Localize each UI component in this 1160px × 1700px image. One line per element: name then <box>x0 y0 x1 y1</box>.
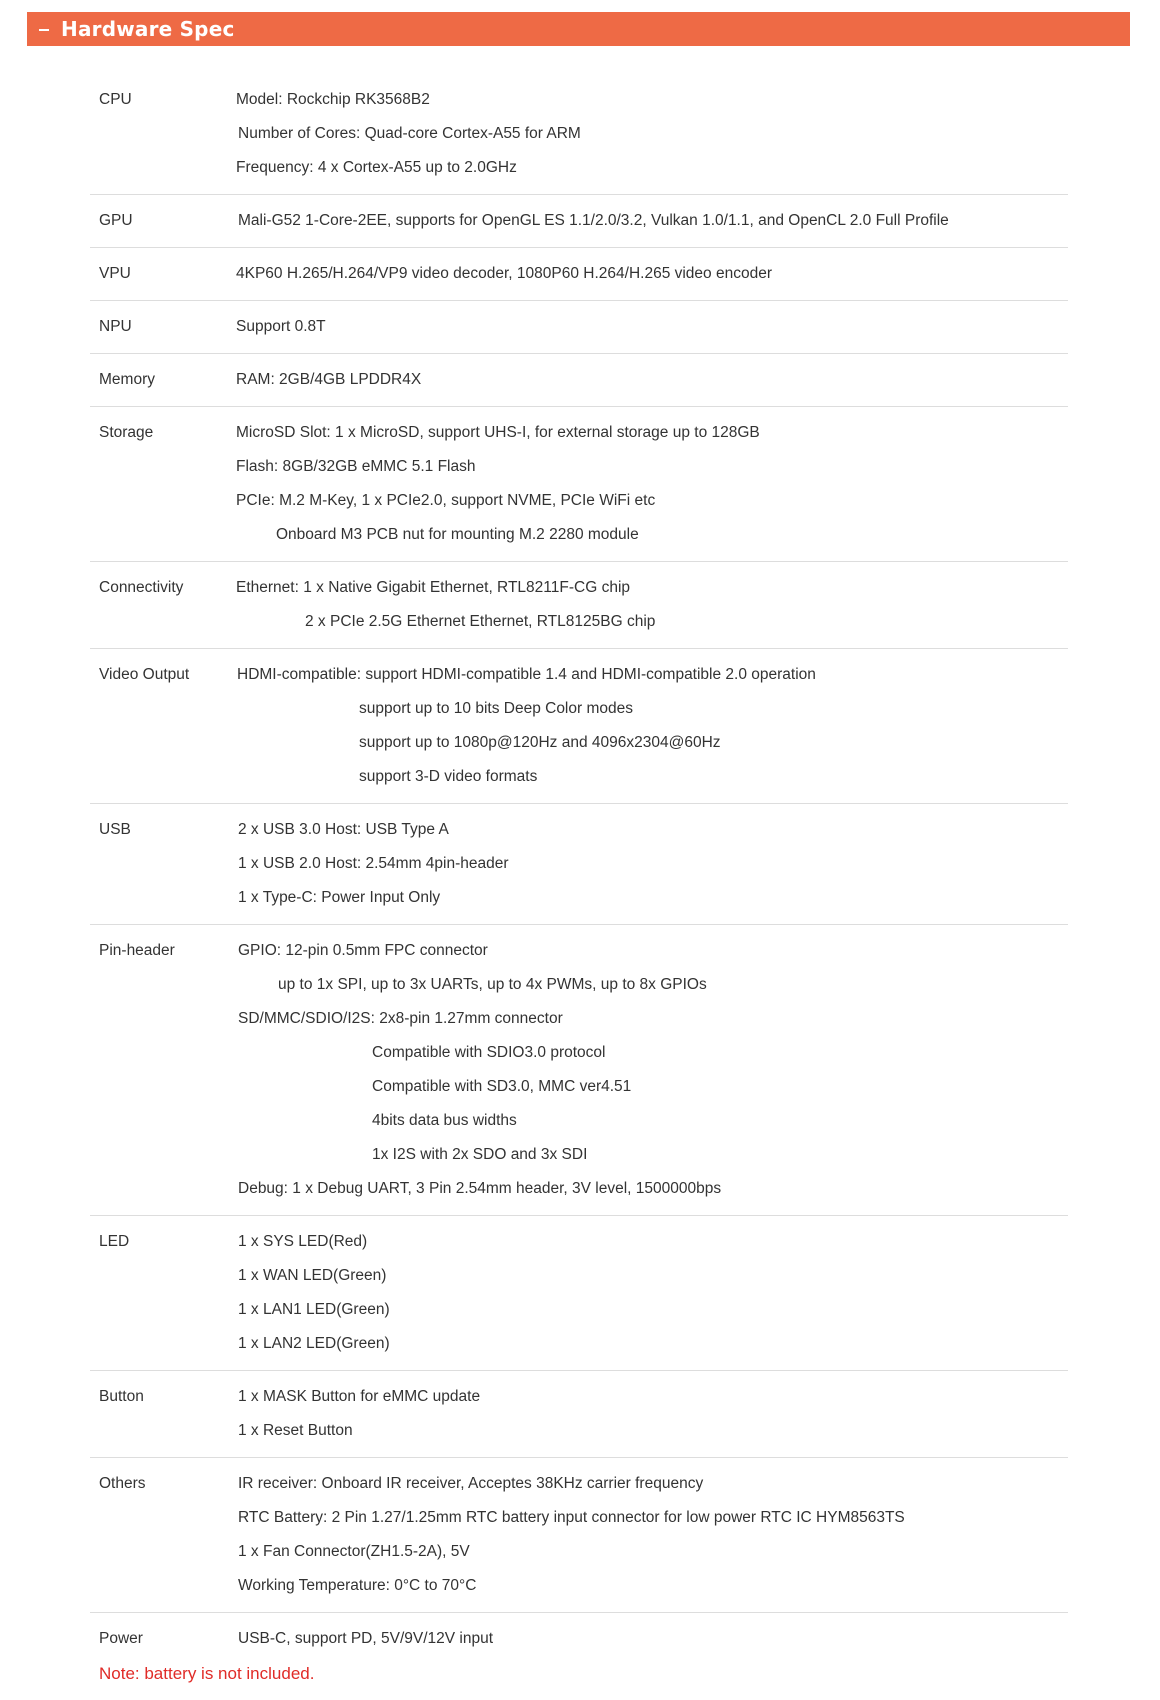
spec-value: Onboard M3 PCB nut for mounting M.2 2280 module <box>276 526 639 543</box>
spec-row-memory <box>90 354 1068 407</box>
spec-value: 1 x SYS LED(Red) <box>238 1233 368 1250</box>
spec-value: Model: Rockchip RK3568B2 <box>236 91 430 108</box>
spec-row-vpu <box>90 248 1068 301</box>
spec-value: 4KP60 H.265/H.264/VP9 video decoder, 1080P60 H.264/H.265 video encoder <box>236 265 772 282</box>
spec-value: Frequency: 4 x Cortex-A55 up to 2.0GHz <box>236 159 517 176</box>
spec-value: support 3-D video formats <box>359 768 538 785</box>
spec-label: Power <box>99 1630 143 1647</box>
spec-label: Pin-header <box>99 942 175 959</box>
spec-label: GPU <box>99 212 133 229</box>
spec-value: Working Temperature: 0°C to 70°C <box>238 1577 477 1594</box>
battery-note: Note: battery is not included. <box>99 1664 315 1683</box>
spec-value: support up to 10 bits Deep Color modes <box>359 700 633 717</box>
spec-label: Others <box>99 1475 146 1492</box>
spec-label: CPU <box>99 91 132 108</box>
spec-row-video-output <box>90 649 1068 804</box>
spec-row-gpu <box>90 195 1068 248</box>
spec-label: Video Output <box>99 666 190 683</box>
spec-label: VPU <box>99 265 131 282</box>
spec-value: Number of Cores: Quad-core Cortex-A55 for ARM <box>238 125 581 142</box>
spec-value: 1 x Reset Button <box>238 1422 353 1439</box>
spec-value: Compatible with SDIO3.0 protocol <box>372 1044 606 1061</box>
spec-row-led <box>90 1216 1068 1371</box>
spec-label: NPU <box>99 318 132 335</box>
spec-value: SD/MMC/SDIO/I2S: 2x8-pin 1.27mm connector <box>238 1010 563 1027</box>
spec-value: Ethernet: 1 x Native Gigabit Ethernet, RTL8211F-CG chip <box>236 579 631 596</box>
spec-row-cpu <box>90 74 1068 195</box>
spec-value: Flash: 8GB/32GB eMMC 5.1 Flash <box>236 458 476 475</box>
spec-value: HDMI-compatible: support HDMI-compatible 1.4 and HDMI-compatible 2.0 operation <box>237 666 816 683</box>
section-title: Hardware Spec <box>61 17 235 41</box>
spec-row-others <box>90 1458 1068 1613</box>
spec-value: 2 x PCIe 2.5G Ethernet Ethernet, RTL8125BG chip <box>305 613 656 630</box>
spec-value: 1x I2S with 2x SDO and 3x SDI <box>372 1146 588 1163</box>
spec-value: Support 0.8T <box>236 318 326 335</box>
spec-value: support up to 1080p@120Hz and 4096x2304@60Hz <box>359 734 721 751</box>
spec-value: PCIe: M.2 M-Key, 1 x PCIe2.0, support NVME, PCIe WiFi etc <box>236 492 656 509</box>
spec-value: 1 x LAN2 LED(Green) <box>238 1335 390 1352</box>
spec-value: up to 1x SPI, up to 3x UARTs, up to 4x PWMs, up to 8x GPIOs <box>278 976 707 993</box>
spec-value: RAM: 2GB/4GB LPDDR4X <box>236 371 422 388</box>
spec-value: 1 x MASK Button for eMMC update <box>238 1388 481 1405</box>
spec-label: Connectivity <box>99 579 184 596</box>
spec-row-pin-header <box>90 925 1068 1216</box>
spec-value: RTC Battery: 2 Pin 1.27/1.25mm RTC battery input connector for low power RTC IC HYM8563TS <box>238 1509 905 1526</box>
spec-label: Button <box>99 1388 144 1405</box>
spec-value: 1 x Type-C: Power Input Only <box>238 889 441 906</box>
spec-label: USB <box>99 821 131 838</box>
spec-label: Storage <box>99 424 154 441</box>
hardware-spec-header[interactable] <box>27 12 1130 46</box>
spec-row-connectivity <box>90 562 1068 649</box>
spec-value: MicroSD Slot: 1 x MicroSD, support UHS-I, for external storage up to 128GB <box>236 424 760 441</box>
spec-row-npu <box>90 301 1068 354</box>
spec-value: 1 x Fan Connector(ZH1.5-2A), 5V <box>238 1543 470 1560</box>
spec-row-power <box>90 1613 1068 1665</box>
spec-row-button <box>90 1371 1068 1458</box>
spec-row-storage <box>90 407 1068 562</box>
spec-value: USB-C, support PD, 5V/9V/12V input <box>238 1630 494 1647</box>
spec-value: Compatible with SD3.0, MMC ver4.51 <box>372 1078 632 1095</box>
spec-row-usb <box>90 804 1068 925</box>
spec-value: GPIO: 12-pin 0.5mm FPC connector <box>238 942 488 959</box>
spec-value: 4bits data bus widths <box>372 1112 517 1129</box>
spec-label: LED <box>99 1233 130 1250</box>
spec-table <box>90 74 1068 1665</box>
spec-value: IR receiver: Onboard IR receiver, Acceptes 38KHz carrier frequency <box>238 1475 704 1492</box>
spec-value: 1 x LAN1 LED(Green) <box>238 1301 390 1318</box>
spec-value: Debug: 1 x Debug UART, 3 Pin 2.54mm header, 3V level, 1500000bps <box>238 1180 722 1197</box>
spec-value: 1 x WAN LED(Green) <box>238 1267 387 1284</box>
spec-value: Mali-G52 1-Core-2EE, supports for OpenGL ES 1.1/2.0/3.2, Vulkan 1.0/1.1, and OpenCL 2.0 Full Profile <box>238 212 949 229</box>
spec-label: Memory <box>99 371 155 388</box>
collapse-icon[interactable] <box>39 29 49 31</box>
spec-value: 1 x USB 2.0 Host: 2.54mm 4pin-header <box>238 855 509 872</box>
spec-value: 2 x USB 3.0 Host: USB Type A <box>238 821 449 838</box>
